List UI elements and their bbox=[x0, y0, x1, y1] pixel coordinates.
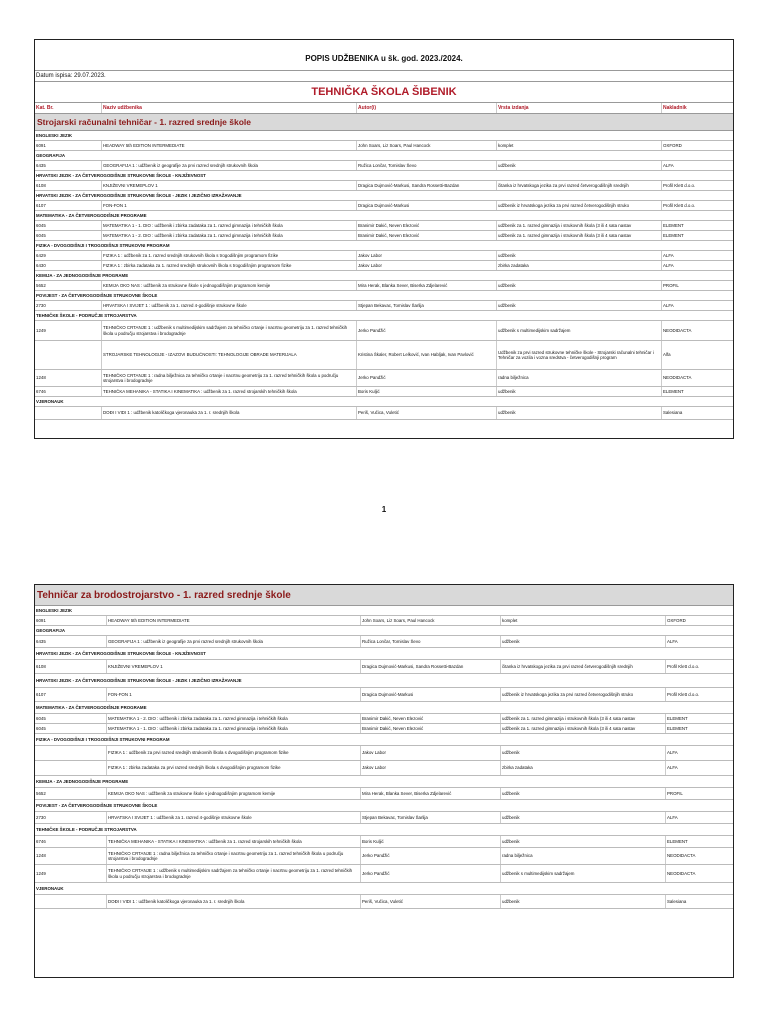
edition-type-cell: udžbenik iz hrvatskoga jezika za prvi razred četverogodišnjih struko bbox=[501, 688, 666, 701]
table-row bbox=[35, 301, 733, 311]
category-row: POVIJEST - ZA ČETVEROGODIŠNJE STRUKOVNE ŠKOLE bbox=[35, 291, 733, 301]
edition-type-cell: radna bilježnica bbox=[501, 848, 666, 864]
category-row: KEMIJA - ZA JEDNOGODIŠNJE PROGRAME bbox=[35, 776, 733, 788]
table-row bbox=[35, 714, 733, 724]
publisher-cell: PROFIL bbox=[667, 790, 683, 796]
edition-type-cell: komplet bbox=[501, 616, 666, 625]
publisher-cell: ELEMENT bbox=[663, 222, 684, 228]
publisher-cell: ELEMENT bbox=[667, 838, 688, 844]
publisher-cell: Profil Klett d.o.o. bbox=[663, 182, 696, 188]
edition-type-cell: udžbenik bbox=[497, 251, 662, 260]
cat-no-cell: 6430 bbox=[35, 261, 102, 270]
cat-no-cell: 5652 bbox=[35, 281, 102, 290]
edition-type-cell: udžbenik bbox=[501, 746, 666, 760]
edition-type-cell: udžbenik bbox=[497, 281, 662, 290]
document-page-1 bbox=[34, 39, 734, 439]
authors-cell: Mira Herak, Blanka Sever, Biserka Zdjelarević bbox=[361, 788, 501, 799]
document-page-2 bbox=[34, 584, 734, 978]
edition-type-cell: komplet bbox=[497, 141, 662, 150]
edition-type-cell: čitanka iz hrvatskoga jezika za prvi razred četverogodišnjih srednjih bbox=[501, 660, 666, 673]
authors-cell: Dragica Dujmović-Markusi bbox=[357, 201, 497, 210]
table-row bbox=[35, 616, 733, 626]
cat-no-cell bbox=[35, 761, 107, 775]
cat-no-cell: 6435 bbox=[35, 636, 107, 647]
cat-no-cell bbox=[35, 746, 107, 760]
table-row bbox=[35, 746, 733, 761]
publisher-cell: Alfa bbox=[663, 352, 671, 358]
cat-no-cell bbox=[35, 895, 107, 908]
authors-cell: Jakov Labor bbox=[361, 761, 501, 775]
edition-type-cell: udžbenik za 1. razred gimnazija i strukovnih škola (3 ili 4 sata nastav bbox=[497, 221, 662, 230]
cat-no-cell: 6091 bbox=[35, 616, 107, 625]
document-title: POPIS UDŽBENIKA u šk. god. 2023./2024. bbox=[35, 40, 733, 71]
edition-type-cell: udžbenik za 1. razred gimnazija i strukovnih škola (3 ili 4 sata nastav bbox=[497, 231, 662, 240]
table-row bbox=[35, 895, 733, 909]
section-title: Tehničar za brodostrojarstvo - 1. razred srednje škole bbox=[35, 585, 733, 606]
title-cell: MATEMATIKA 1 - 2. DIO : udžbenik i zbirka zadataka za 1. razred gimnazija i tehničkih škola bbox=[102, 231, 357, 240]
authors-cell: Branimir Dakić, Neven Elezović bbox=[357, 221, 497, 230]
authors-cell: Dragica Dujmović-Markusi bbox=[361, 688, 501, 701]
cat-no-cell: 1248 bbox=[35, 370, 102, 386]
table-row bbox=[35, 812, 733, 824]
table-row bbox=[35, 141, 733, 151]
header-edition-type: Vrsta izdanja bbox=[497, 103, 662, 113]
page-number: 1 bbox=[381, 505, 387, 514]
table-row bbox=[35, 836, 733, 848]
title-cell: DOĐI I VIDI 1 : udžbenik katoličkoga vjeronauka za 1. r. srednjih škola bbox=[107, 895, 361, 908]
table-row bbox=[35, 370, 733, 387]
title-cell: FIZIKA 1 : zbirka zadataka za prvi razred srednjih škola s dvogodišnjim programom fizike bbox=[107, 761, 361, 775]
authors-cell: Jerko Pandžić bbox=[361, 848, 501, 864]
publisher-cell: NEODIDACTA bbox=[663, 327, 692, 333]
section-title: Strojarski računalni tehničar - 1. razred srednje škole bbox=[35, 114, 733, 131]
title-cell: HEADWAY 5th EDITION INTERMEDIATE bbox=[102, 141, 357, 150]
edition-type-cell: udžbenik bbox=[497, 407, 662, 419]
edition-type-cell: udžbenik bbox=[501, 895, 666, 908]
title-cell: HRVATSKA I SVIJET 1 : udžbenik za 1. razred 4-godišnje strukovne škole bbox=[107, 812, 361, 823]
authors-cell: Jerko Pandžić bbox=[357, 321, 497, 340]
edition-type-cell: udžbenik s multimedijskim sadržajem bbox=[497, 321, 662, 340]
authors-cell: Ružica Lončar, Tomislav Ševo bbox=[357, 161, 497, 170]
publisher-cell: ELEMENT bbox=[663, 388, 684, 394]
category-row: HRVATSKI JEZIK - ZA ČETVEROGODIŠNJE STRUKOVNE ŠKOLE - KNJIŽEVNOST bbox=[35, 648, 733, 660]
table-row bbox=[35, 161, 733, 171]
cat-no-cell: 6045 bbox=[35, 714, 107, 723]
title-cell: FIZIKA 1 : udžbenik za prvi razred srednjih strukovnih škola s dvogodišnjim programom fizike bbox=[107, 746, 361, 760]
publisher-cell: OXFORD bbox=[667, 617, 686, 623]
title-cell: STROJARSKE TEHNOLOGIJE - IZAZOVI BUDUĆNOSTI: TEHNOLOGIJE OBRADE MATERIJALA bbox=[102, 341, 357, 369]
title-cell: HRVATSKA I SVIJET 1 : udžbenik za 1. razred 4-godišnje strukovne škole bbox=[102, 301, 357, 310]
cat-no-cell: 1249 bbox=[35, 321, 102, 340]
authors-cell: Boris Kuljić bbox=[361, 836, 501, 847]
edition-type-cell: udžbenik bbox=[497, 387, 662, 396]
publisher-cell: Profil Klett d.o.o. bbox=[667, 691, 700, 697]
authors-cell: Branimir Dakić, Neven Elezović bbox=[357, 231, 497, 240]
table-row bbox=[35, 281, 733, 291]
publisher-cell: NEODIDACTA bbox=[667, 853, 696, 859]
authors-cell: Jakov Labor bbox=[357, 251, 497, 260]
category-row: VJERONAUK bbox=[35, 883, 733, 895]
cat-no-cell: 1248 bbox=[35, 848, 107, 864]
title-cell: KEMIJA OKO NAS : udžbenik za strukovne škole s jednogodišnjim programom kemije bbox=[102, 281, 357, 290]
table-row bbox=[35, 261, 733, 271]
publisher-cell: ELEMENT bbox=[667, 715, 688, 721]
authors-cell: Dragica Dujmović-Markusi, Sandra Rossetti-Bazdan bbox=[361, 660, 501, 673]
category-row: HRVATSKI JEZIK - ZA ČETVEROGODIŠNJE STRUKOVNE ŠKOLE - JEZIK I JEZIČNO IZRAŽAVANJE bbox=[35, 674, 733, 688]
edition-type-cell: udžbenik bbox=[501, 836, 666, 847]
title-cell: KNJIŽEVNI VREMEPLOV 1 bbox=[107, 660, 361, 673]
table-row bbox=[35, 321, 733, 341]
publisher-cell: ALFA bbox=[663, 252, 674, 258]
title-cell: MATEMATIKA 1 - 1. DIO : udžbenik i zbirka zadataka za 1. razred gimnazija i tehničkih škola bbox=[102, 221, 357, 230]
table-header bbox=[35, 103, 733, 114]
publisher-cell: NEODIDACTA bbox=[663, 375, 692, 381]
title-cell: MATEMATIKA 1 - 1. DIO : udžbenik i zbirka zadataka za 1. razred gimnazija i tehničkih škola bbox=[107, 724, 361, 733]
cat-no-cell: 6045 bbox=[35, 221, 102, 230]
authors-cell: Periš, Vučica, Vuletić bbox=[361, 895, 501, 908]
publisher-cell: ALFA bbox=[667, 814, 678, 820]
title-cell: TEHNIČKA MEHANIKA - STATIKA I KINEMATIKA : udžbenik za 1. razred strojarskih tehničkih škola bbox=[102, 387, 357, 396]
publisher-cell: Salesiana bbox=[663, 410, 683, 416]
header-authors: Autor(i) bbox=[357, 103, 497, 113]
publisher-cell: OXFORD bbox=[663, 142, 682, 148]
category-row: VJERONAUK bbox=[35, 397, 733, 407]
edition-type-cell: udžbenik bbox=[501, 636, 666, 647]
title-cell: TEHNIČKA MEHANIKA - STATIKA I KINEMATIKA : udžbenik za 1. razred strojarskih tehničkih škola bbox=[107, 836, 361, 847]
cat-no-cell: 6108 bbox=[35, 181, 102, 190]
publisher-cell: ELEMENT bbox=[663, 232, 684, 238]
category-row: HRVATSKI JEZIK - ZA ČETVEROGODIŠNJE STRUKOVNE ŠKOLE - KNJIŽEVNOST bbox=[35, 171, 733, 181]
authors-cell: John Soars, Liz Soars, Paul Hancock bbox=[357, 141, 497, 150]
authors-cell: Periš, Vučica, Vuletić bbox=[357, 407, 497, 419]
title-cell: GEOGRAFIJA 1 : udžbenik iz geografije za prvi razred srednjih strukovnih škola bbox=[102, 161, 357, 170]
publisher-cell: ALFA bbox=[663, 302, 674, 308]
category-row: POVIJEST - ZA ČETVEROGODIŠNJE STRUKOVNE ŠKOLE bbox=[35, 800, 733, 812]
print-date: Datum ispisa: 29.07.2023. bbox=[35, 71, 733, 82]
table-row bbox=[35, 724, 733, 734]
authors-cell: Branimir Dakić, Neven Elezović bbox=[361, 714, 501, 723]
cat-no-cell: 6107 bbox=[35, 201, 102, 210]
cat-no-cell: 1249 bbox=[35, 865, 107, 882]
cat-no-cell: 2730 bbox=[35, 812, 107, 823]
authors-cell: Jerko Pandžić bbox=[357, 370, 497, 386]
cat-no-cell: 6108 bbox=[35, 660, 107, 673]
title-cell: FON-FON 1 bbox=[107, 688, 361, 701]
category-row: TEHNIČKE ŠKOLE - PODRUČJE STROJARSTVA bbox=[35, 824, 733, 836]
authors-cell: Stjepan Bekavac, Tomislav Šarlija bbox=[357, 301, 497, 310]
cat-no-cell: 6746 bbox=[35, 387, 102, 396]
table-row bbox=[35, 181, 733, 191]
category-row: TEHNIČKE ŠKOLE - PODRUČJE STROJARSTVA bbox=[35, 311, 733, 321]
publisher-cell: ALFA bbox=[663, 262, 674, 268]
authors-cell: Jakov Labor bbox=[361, 746, 501, 760]
table-row bbox=[35, 688, 733, 702]
publisher-cell: Salesiana bbox=[667, 898, 687, 904]
category-row: ENGLESKI JEZIK bbox=[35, 131, 733, 141]
edition-type-cell: udžbenik bbox=[497, 161, 662, 170]
title-cell: TEHNIČKO CRTANJE 1 : radna bilježnica za tehničko crtanje i nacrtnu geometriju za 1. razred tehničkih škola u području strojarstva i brodogradnje bbox=[102, 370, 357, 386]
table-row bbox=[35, 848, 733, 865]
authors-cell: John Soars, Liz Soars, Paul Hancock bbox=[361, 616, 501, 625]
category-row: HRVATSKI JEZIK - ZA ČETVEROGODIŠNJE STRUKOVNE ŠKOLE - JEZIK I JEZIČNO IZRAŽAVANJE bbox=[35, 191, 733, 201]
edition-type-cell: Udžbenik za prvi razred strukovne tehničke škole - Strojarski računalni tehničar i Tehničar za vozila i vozna sredstva - četverogodišnji program bbox=[497, 341, 662, 369]
authors-cell: Kristina Škaler, Robert Lelković, Ivan Habljak, Ivan Pavlović bbox=[357, 341, 497, 369]
category-row: MATEMATIKA - ZA ČETVEROGODIŠNJE PROGRAME bbox=[35, 211, 733, 221]
category-row: FIZIKA - DVOGODIŠNJI I TROGODIŠNJI STRUKOVNI PROGRAM bbox=[35, 734, 733, 746]
cat-no-cell: 5652 bbox=[35, 788, 107, 799]
table-row bbox=[35, 201, 733, 211]
cat-no-cell: 6435 bbox=[35, 161, 102, 170]
header-cat-no: Kat. Br. bbox=[35, 103, 102, 113]
authors-cell: Dragica Dujmović-Markusi, Sandra Rossetti-Bazdan bbox=[357, 181, 497, 190]
edition-type-cell: udžbenik za 1. razred gimnazija i strukovnih škola (3 ili 4 sata nastav bbox=[501, 714, 666, 723]
authors-cell: Jerko Pandžić bbox=[361, 865, 501, 882]
table-row bbox=[35, 407, 733, 420]
table-row bbox=[35, 865, 733, 883]
publisher-cell: PROFIL bbox=[663, 282, 679, 288]
authors-cell: Mira Herak, Blanka Sever, Biserka Zdjelarević bbox=[357, 281, 497, 290]
publisher-cell: NEODIDACTA bbox=[667, 870, 696, 876]
table-row bbox=[35, 341, 733, 370]
publisher-cell: ALFA bbox=[667, 638, 678, 644]
cat-no-cell bbox=[35, 341, 102, 369]
edition-type-cell: udžbenik bbox=[501, 788, 666, 799]
table-row bbox=[35, 761, 733, 776]
edition-type-cell: udžbenik s multimedijskim sadržajem bbox=[501, 865, 666, 882]
table-row bbox=[35, 387, 733, 397]
table-row bbox=[35, 636, 733, 648]
table-row bbox=[35, 221, 733, 231]
category-row: GEOGRAFIJA bbox=[35, 626, 733, 636]
cat-no-cell: 6429 bbox=[35, 251, 102, 260]
category-row: GEOGRAFIJA bbox=[35, 151, 733, 161]
title-cell: GEOGRAFIJA 1 : udžbenik iz geografije za prvi razred srednjih strukovnih škola bbox=[107, 636, 361, 647]
book-table bbox=[35, 131, 733, 420]
cat-no-cell: 6045 bbox=[35, 724, 107, 733]
cat-no-cell: 6045 bbox=[35, 231, 102, 240]
publisher-cell: ALFA bbox=[667, 750, 678, 756]
edition-type-cell: zbirka zadataka bbox=[501, 761, 666, 775]
school-name: TEHNIČKA ŠKOLA ŠIBENIK bbox=[35, 82, 733, 103]
cat-no-cell: 6091 bbox=[35, 141, 102, 150]
edition-type-cell: udžbenik bbox=[497, 301, 662, 310]
publisher-cell: ALFA bbox=[667, 765, 678, 771]
edition-type-cell: udžbenik bbox=[501, 812, 666, 823]
publisher-cell: ALFA bbox=[663, 162, 674, 168]
authors-cell: Branimir Dakić, Neven Elezović bbox=[361, 724, 501, 733]
title-cell: TEHNIČKO CRTANJE 1 : radna bilježnica za tehničko crtanje i nacrtnu geometriju za 1. razred tehničkih škola u području strojarstva i brodogradnje bbox=[107, 848, 361, 864]
book-table bbox=[35, 606, 733, 909]
title-cell: FON-FON 1 bbox=[102, 201, 357, 210]
authors-cell: Stjepan Bekavac, Tomislav Šarlija bbox=[361, 812, 501, 823]
table-row bbox=[35, 231, 733, 241]
title-cell: TEHNIČKO CRTANJE 1 : udžbenik s multimedijskim sadržajem za tehničko crtanje i nacrtnu geometriju za 1. razred tehničkih škola u području strojarstva i brodogradnje bbox=[102, 321, 357, 340]
authors-cell: Ružica Lončar, Tomislav Ševo bbox=[361, 636, 501, 647]
title-cell: FIZIKA 1 : udžbenik za 1. razred srednjih strukovnih škola s trogodišnjim programom fizike bbox=[102, 251, 357, 260]
header-title: Naziv udžbenika bbox=[102, 103, 357, 113]
category-row: KEMIJA - ZA JEDNOGODIŠNJE PROGRAME bbox=[35, 271, 733, 281]
publisher-cell: Profil Klett d.o.o. bbox=[667, 663, 700, 669]
title-cell: KEMIJA OKO NAS : udžbenik za strukovne škole s jednogodišnjim programom kemije bbox=[107, 788, 361, 799]
category-row: ENGLESKI JEZIK bbox=[35, 606, 733, 616]
publisher-cell: ELEMENT bbox=[667, 725, 688, 731]
edition-type-cell: zbirka zadataka bbox=[497, 261, 662, 270]
cat-no-cell: 6107 bbox=[35, 688, 107, 701]
publisher-cell: Profil Klett d.o.o. bbox=[663, 202, 696, 208]
title-cell: DOĐI I VIDI 1 : udžbenik katoličkoga vjeronauka za 1. r. srednjih škola bbox=[102, 407, 357, 419]
edition-type-cell: udžbenik iz hrvatskoga jezika za prvi razred četverogodišnjih struko bbox=[497, 201, 662, 210]
title-cell: TEHNIČKO CRTANJE 1 : udžbenik s multimedijskim sadržajem za tehničko crtanje i nacrtnu geometriju za 1. razred tehničkih škola u području strojarstva i brodogradnje bbox=[107, 865, 361, 882]
category-row: MATEMATIKA - ZA ČETVEROGODIŠNJE PROGRAME bbox=[35, 702, 733, 714]
title-cell: MATEMATIKA 1 - 2. DIO : udžbenik i zbirka zadataka za 1. razred gimnazija i tehničkih škola bbox=[107, 714, 361, 723]
cat-no-cell: 2730 bbox=[35, 301, 102, 310]
edition-type-cell: udžbenik za 1. razred gimnazija i strukovnih škola (3 ili 4 sata nastav bbox=[501, 724, 666, 733]
edition-type-cell: čitanka iz hrvatskoga jezika za prvi razred četverogodišnjih srednjih bbox=[497, 181, 662, 190]
edition-type-cell: radna bilježnica bbox=[497, 370, 662, 386]
authors-cell: Boris Kuljić bbox=[357, 387, 497, 396]
authors-cell: Jakov Labor bbox=[357, 261, 497, 270]
cat-no-cell: 6746 bbox=[35, 836, 107, 847]
table-row bbox=[35, 251, 733, 261]
title-cell: FIZIKA 1 : zbirka zadataka za 1. razred srednjih strukovnih škola s trogodišnjim programom fizike bbox=[102, 261, 357, 270]
header-publisher: Nakladnik bbox=[663, 105, 687, 111]
category-row: FIZIKA - DVOGODIŠNJI I TROGODIŠNJI STRUKOVNI PROGRAM bbox=[35, 241, 733, 251]
table-row bbox=[35, 660, 733, 674]
cat-no-cell bbox=[35, 407, 102, 419]
table-row bbox=[35, 788, 733, 800]
title-cell: HEADWAY 5th EDITION INTERMEDIATE bbox=[107, 616, 361, 625]
title-cell: KNJIŽEVNI VREMEPLOV 1 bbox=[102, 181, 357, 190]
